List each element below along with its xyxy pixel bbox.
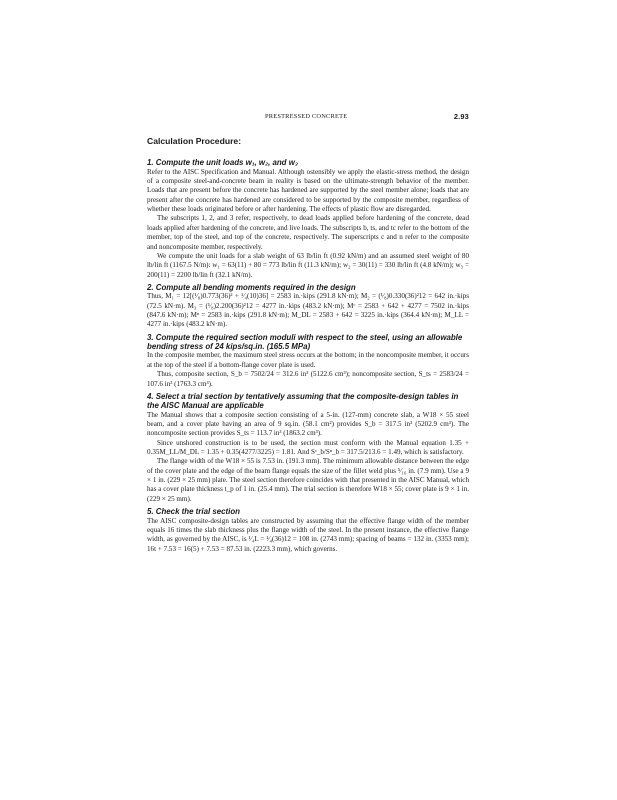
document-page — [147, 112, 469, 554]
running-head — [147, 112, 469, 126]
step-4-paragraph-2: Since unshored construction is to be used, the section must conform with the Manual equation 1.35 + 0.35M_LL/M_DL = 1.35 + 0.35(4277/3225) = 1.81. And Sᶜ_b/Sⁿ_b = 317.5/213.6 = 1.49, which is satisfactory. — [147, 438, 469, 457]
step-1-paragraph-1: Refer to the AISC Specification and Manual. Although ostensibly we apply the elastic-stress method, the design of a composite steel-and-concrete beam in reality is based on the ultimate-strength behavior of the member. Loads that are present before the concrete has hardened are supported by the steel member alone; loads that are present after the concrete has hardened are considered to be supported by the composite member, regardless of whether these loads originated before or after hardening. The effects of plastic flow are disregarded. — [147, 167, 469, 214]
step-2-paragraph-1: Thus, M₁ = 12[(¹⁄₈)0.773(36)² + ¹⁄₄(10)36] = 2583 in.·kips (291.8 kN·m); M₂ = (¹⁄₈)0.330(36)²12 = 642 in.·kips (72.5 kN·m). M₃ = (¹⁄₈)2.200(36)²12 = 4277 in.·kips (483.2 kN·m); Mᶜ = 2583 + 642 + 4277 = 7502 in.·kips (847.6 kN·m); Mⁿ = 2583 in.·kips (291.8 kN·m); M_DL = 2583 + 642 = 3225 in.·kips (364.4 kN·m); M_LL = 4277 in.·kips (483.2 kN·m). — [147, 292, 469, 329]
step-4-heading: 4. Select a trial section by tentatively assuming that the composite-design tables in the AISC Manual are applicable — [147, 391, 459, 411]
running-title: PRESTRESSED CONCRETE — [265, 113, 348, 120]
step-4-paragraph-1: The Manual shows that a composite section consisting of a 5-in. (127-mm) concrete slab, a W18 × 55 steel beam, and a cover plate having an area of 9 sq.in. (58.1 cm²) provides S_b = 317.5 in³ (5202.9 cm³). The noncomposite section provides S_ts = 113.7 in³ (1863.2 cm³). — [147, 410, 469, 438]
procedure-heading: Calculation Procedure: — [147, 136, 242, 146]
step-4-paragraph-3: The flange width of the W18 × 55 is 7.53 in. (191.3 mm). The minimum allowable distance between the edge of the cover plate and the edge of the beam flange equals the size of the fillet weld plus ⁵⁄₁₆ in. (7.9 mm). Use a 9 × 1 in. (229 × 25 mm) plate. The steel section therefore coincides with that presented in the AISC Manual, which has a cover plate thickness t_p of 1 in. (25.4 mm). The trial section is therefore W18 × 55; cover plate is 9 × 1 in. (229 × 25 mm). — [147, 457, 469, 503]
step-3-paragraph-2: Thus, composite section, S_b = 7502/24 = 312.6 in³ (5122.6 cm³); noncomposite section, S_ts = 2583/24 = 107.6 in³ (1763.3 cm³). — [147, 370, 469, 388]
step-3-heading: 3. Compute the required section moduli with respect to the steel, using an allowable bending stress of 24 kips/sq.in. (165.5 MPa) — [147, 332, 463, 352]
step-1-paragraph-2: The subscripts 1, 2, and 3 refer, respectively, to dead loads applied before hardening of the concrete, dead loads applied after hardening of the concrete, and live loads. The subscripts b, ts, and tc refer to the bottom of the member, top of the steel, and top of the concrete, respectively. The superscripts c and n refer to the composite and noncomposite member, respectively. — [147, 214, 469, 251]
step-5-heading: 5. Check the trial section — [147, 507, 240, 517]
step-1-heading: 1. Compute the unit loads w₁, w₂, and w₃ — [147, 158, 298, 168]
step-5-paragraph-1: The AISC composite-design tables are constructed by assuming that the effective flange width of the member equals 16 times the slab thickness plus the flange width of the steel. In the present instance, the effective flange width, as governed by the AISC, is ¹⁄₄L = ¹⁄₄(36)12 = 108 in. (2743 mm); spacing of beams = 132 in. (3353 mm); 16t + 7.53 = 16(5) + 7.53 = 87.53 in. (2223.3 mm), which governs. — [147, 516, 469, 553]
page-number: 2.93 — [453, 112, 469, 121]
step-3-paragraph-1: In the composite member, the maximum steel stress occurs at the bottom; in the noncomposite member, it occurs at the top of the steel if a bottom-flange cover plate is used. — [147, 351, 469, 369]
step-2-heading: 2. Compute all bending moments required in the design — [147, 282, 356, 292]
step-1-paragraph-3: We compute the unit loads for a slab weight of 63 lb/lin ft (0.92 kN/m) and an assumed steel weight of 80 lb/lin ft (1167.5 N/m): w₁ = 63(11) + 80 = 773 lb/lin ft (11.3 kN/m); w₂ = 30(11) = 330 lb/lin ft (4.8 kN/m); w₃ = 200(11) = 2200 lb/lin ft (32.1 kN/m). — [147, 251, 469, 279]
